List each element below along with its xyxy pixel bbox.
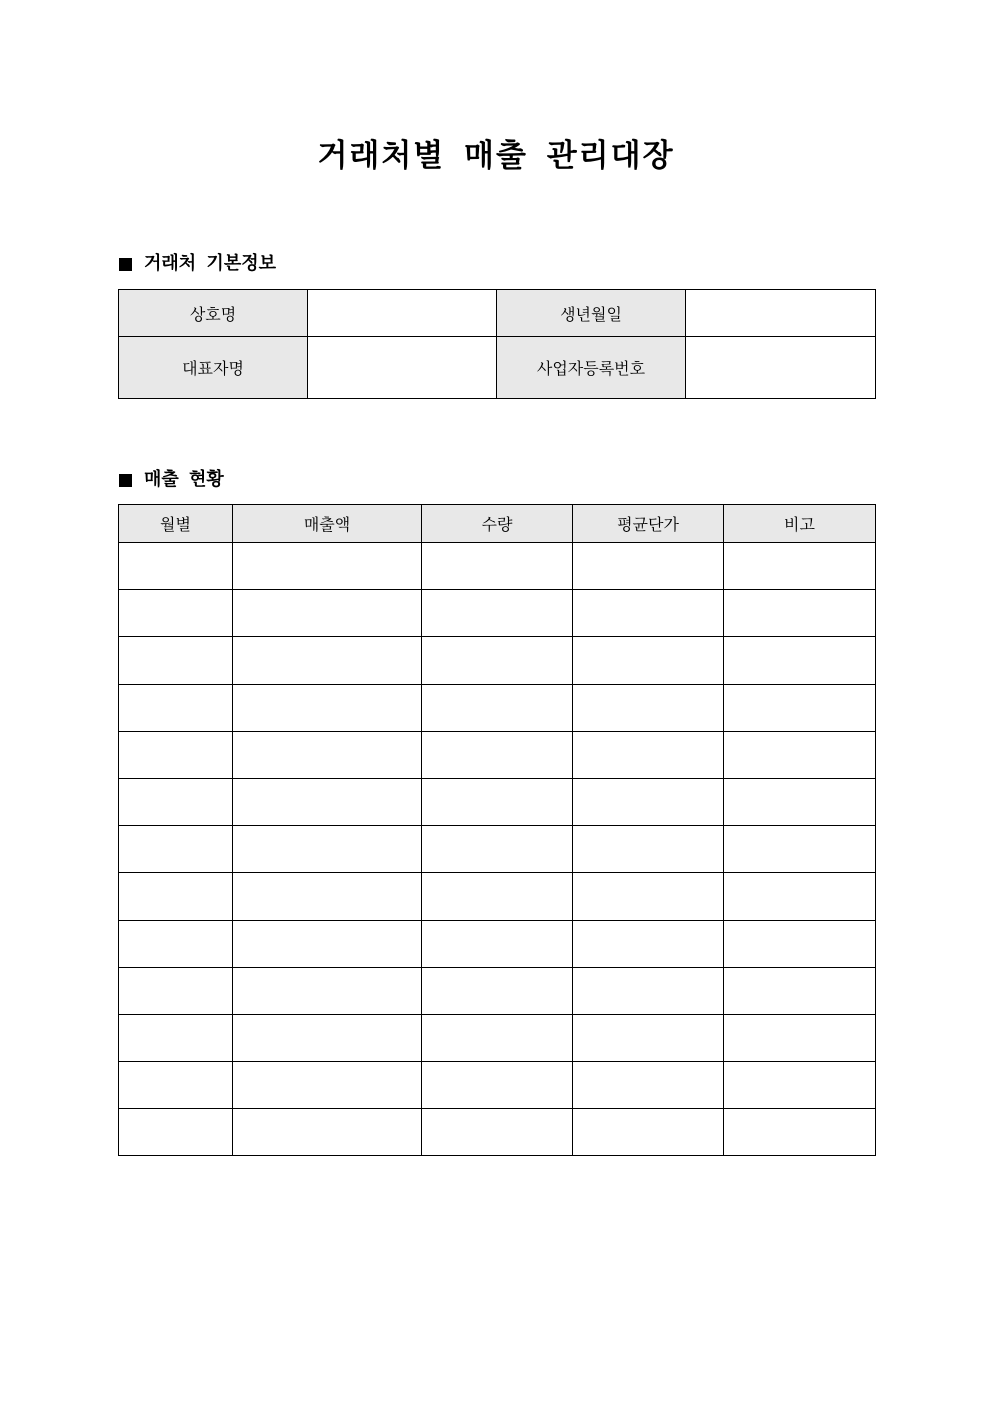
sales-amount-cell[interactable]: [233, 731, 422, 778]
business-name-field[interactable]: [308, 290, 497, 337]
remarks-cell[interactable]: [724, 967, 876, 1014]
month-cell[interactable]: [119, 920, 233, 967]
remarks-cell[interactable]: [724, 826, 876, 873]
average-unit-price-cell[interactable]: [573, 637, 724, 684]
sales-amount-cell[interactable]: [233, 590, 422, 637]
column-header-remarks: 비고: [724, 505, 876, 543]
table-row: [119, 826, 876, 873]
average-unit-price-cell[interactable]: [573, 731, 724, 778]
table-row: [119, 637, 876, 684]
quantity-cell[interactable]: [422, 920, 573, 967]
sales-amount-cell[interactable]: [233, 1109, 422, 1156]
month-cell[interactable]: [119, 873, 233, 920]
sales-amount-cell[interactable]: [233, 778, 422, 825]
document-title: 거래처별 매출 관리대장: [317, 138, 675, 174]
table-row: [119, 731, 876, 778]
sales-amount-cell[interactable]: [233, 826, 422, 873]
sales-amount-cell[interactable]: [233, 637, 422, 684]
average-unit-price-cell[interactable]: [573, 1062, 724, 1109]
square-bullet-icon: [119, 258, 132, 271]
month-cell[interactable]: [119, 1109, 233, 1156]
month-cell[interactable]: [119, 731, 233, 778]
average-unit-price-cell[interactable]: [573, 920, 724, 967]
table-row: [119, 1109, 876, 1156]
quantity-cell[interactable]: [422, 778, 573, 825]
remarks-cell[interactable]: [724, 873, 876, 920]
remarks-cell[interactable]: [724, 590, 876, 637]
business-name-label: 상호명: [119, 290, 308, 337]
business-registration-number-field[interactable]: [686, 337, 876, 399]
representative-name-label: 대표자명: [119, 337, 308, 399]
basic-info-row: [119, 337, 876, 399]
average-unit-price-cell[interactable]: [573, 1014, 724, 1061]
basic-info-heading: [119, 252, 276, 276]
quantity-cell[interactable]: [422, 590, 573, 637]
sales-status-heading: [119, 468, 224, 492]
representative-name-field[interactable]: [308, 337, 497, 399]
month-cell[interactable]: [119, 590, 233, 637]
quantity-cell[interactable]: [422, 967, 573, 1014]
month-cell[interactable]: [119, 1014, 233, 1061]
month-cell[interactable]: [119, 967, 233, 1014]
remarks-cell[interactable]: [724, 1062, 876, 1109]
quantity-cell[interactable]: [422, 1062, 573, 1109]
quantity-cell[interactable]: [422, 873, 573, 920]
average-unit-price-cell[interactable]: [573, 590, 724, 637]
column-header-month: 월별: [119, 505, 233, 543]
average-unit-price-cell[interactable]: [573, 684, 724, 731]
business-registration-number-label: 사업자등록번호: [497, 337, 686, 399]
sales-status-heading-text: 매출 현황: [144, 469, 224, 490]
average-unit-price-cell[interactable]: [573, 543, 724, 590]
column-header-sales-amount: 매출액: [233, 505, 422, 543]
average-unit-price-cell[interactable]: [573, 826, 724, 873]
sales-status-table: [118, 504, 876, 1156]
basic-info-table: [118, 289, 876, 399]
table-row: [119, 1014, 876, 1061]
column-header-average-unit-price: 평균단가: [573, 505, 724, 543]
table-row: [119, 873, 876, 920]
table-row: [119, 684, 876, 731]
remarks-cell[interactable]: [724, 920, 876, 967]
quantity-cell[interactable]: [422, 684, 573, 731]
sales-amount-cell[interactable]: [233, 873, 422, 920]
birth-date-field[interactable]: [686, 290, 876, 337]
table-row: [119, 778, 876, 825]
quantity-cell[interactable]: [422, 826, 573, 873]
remarks-cell[interactable]: [724, 731, 876, 778]
average-unit-price-cell[interactable]: [573, 778, 724, 825]
birth-date-label: 생년월일: [497, 290, 686, 337]
remarks-cell[interactable]: [724, 637, 876, 684]
sales-amount-cell[interactable]: [233, 1062, 422, 1109]
table-row: [119, 967, 876, 1014]
average-unit-price-cell[interactable]: [573, 1109, 724, 1156]
remarks-cell[interactable]: [724, 543, 876, 590]
month-cell[interactable]: [119, 637, 233, 684]
square-bullet-icon: [119, 474, 132, 487]
remarks-cell[interactable]: [724, 1109, 876, 1156]
month-cell[interactable]: [119, 778, 233, 825]
quantity-cell[interactable]: [422, 1109, 573, 1156]
remarks-cell[interactable]: [724, 1014, 876, 1061]
average-unit-price-cell[interactable]: [573, 873, 724, 920]
sales-amount-cell[interactable]: [233, 1014, 422, 1061]
average-unit-price-cell[interactable]: [573, 967, 724, 1014]
basic-info-heading-text: 거래처 기본정보: [144, 253, 276, 274]
month-cell[interactable]: [119, 1062, 233, 1109]
sales-amount-cell[interactable]: [233, 684, 422, 731]
table-header-row: [119, 505, 876, 543]
sales-amount-cell[interactable]: [233, 967, 422, 1014]
remarks-cell[interactable]: [724, 778, 876, 825]
table-row: [119, 1062, 876, 1109]
table-row: [119, 920, 876, 967]
table-row: [119, 590, 876, 637]
quantity-cell[interactable]: [422, 1014, 573, 1061]
sales-amount-cell[interactable]: [233, 920, 422, 967]
column-header-quantity: 수량: [422, 505, 573, 543]
sales-amount-cell[interactable]: [233, 543, 422, 590]
month-cell[interactable]: [119, 543, 233, 590]
remarks-cell[interactable]: [724, 684, 876, 731]
quantity-cell[interactable]: [422, 543, 573, 590]
month-cell[interactable]: [119, 684, 233, 731]
basic-info-row: [119, 290, 876, 337]
month-cell[interactable]: [119, 826, 233, 873]
quantity-cell[interactable]: [422, 731, 573, 778]
table-row: [119, 543, 876, 590]
quantity-cell[interactable]: [422, 637, 573, 684]
